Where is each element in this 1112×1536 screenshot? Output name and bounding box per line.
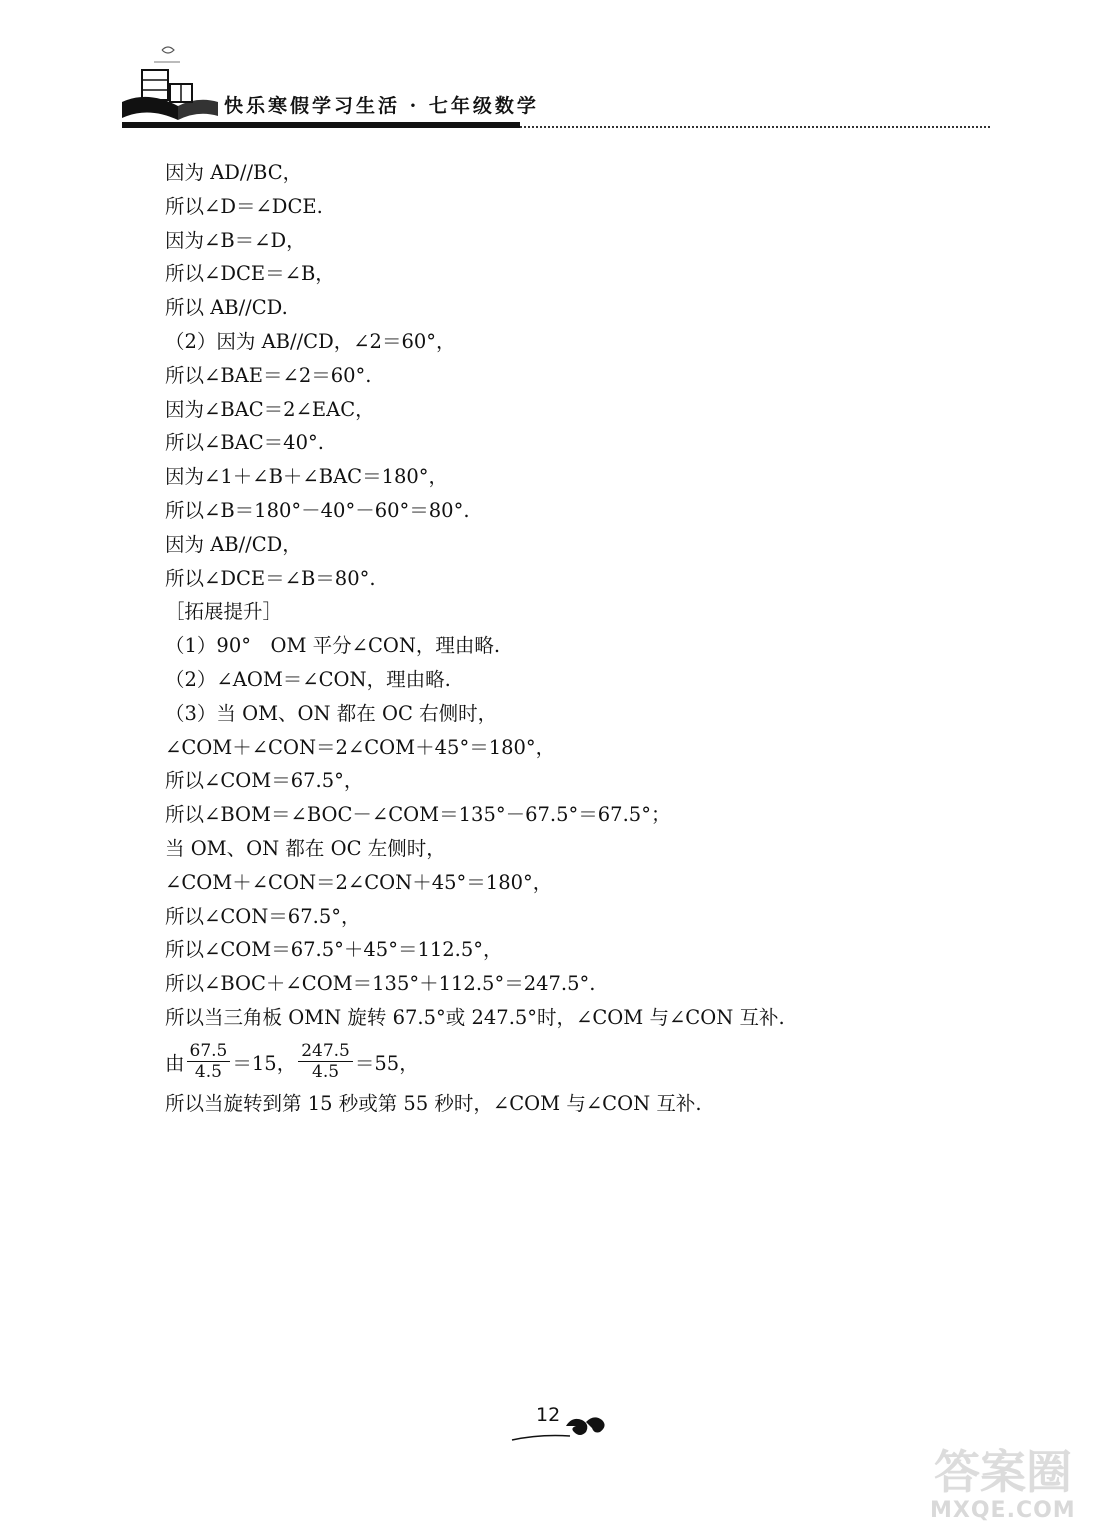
fraction-1-numerator: 67.5 <box>187 1041 231 1062</box>
text-line: （2）∠AOM＝∠CON，理由略. <box>165 667 451 691</box>
page-footer <box>510 1400 620 1450</box>
page-swirl-icon <box>510 1400 620 1450</box>
text-line: （1）90° OM 平分∠CON，理由略. <box>165 634 501 658</box>
fraction-prefix: 由 <box>165 1051 185 1075</box>
watermark-logo-icon <box>930 1440 1100 1500</box>
text-line: 因为∠1＋∠B＋∠BAC＝180°， <box>165 465 449 489</box>
text-line: 所以∠BOC＋∠COM＝135°＋112.5°＝247.5°. <box>165 972 596 996</box>
text-line: （2）因为 AB//CD，∠2＝60°， <box>165 329 456 353</box>
text-line: 所以∠BAE＝∠2＝60°. <box>165 363 372 387</box>
text-line: 因为∠B＝∠D， <box>165 228 306 252</box>
conclusion-line: 所以当旋转到第 15 秒或第 55 秒时，∠COM 与∠CON 互补. <box>165 1091 702 1115</box>
section-heading: ［拓展提升］ <box>165 600 283 624</box>
text-line: 所以∠BOM＝∠BOC－∠COM＝135°－67.5°＝67.5°； <box>165 803 671 827</box>
text-line: 所以∠CON＝67.5°， <box>165 904 361 928</box>
text-line: 所以∠B＝180°－40°－60°＝80°. <box>165 498 470 522</box>
text-line: （3）当 OM、ON 都在 OC 右侧时， <box>165 701 498 725</box>
answer-content <box>165 156 965 1121</box>
text-line: 所以∠BAC＝40°. <box>165 431 324 455</box>
text-line: 当 OM、ON 都在 OC 左侧时， <box>165 836 446 860</box>
text-line: 因为 AD//BC， <box>165 161 303 184</box>
fraction-2 <box>298 1041 353 1082</box>
fraction-2-numerator: 247.5 <box>298 1041 353 1062</box>
fraction-line <box>165 1037 965 1087</box>
fraction-1-denominator: 4.5 <box>194 1062 222 1083</box>
text-line: 所以∠COM＝67.5°＋45°＝112.5°， <box>165 938 503 962</box>
text-line: 所以 AB//CD. <box>165 296 288 320</box>
page-number: 12 <box>536 1404 561 1426</box>
text-line: 所以∠DCE＝∠B， <box>165 262 335 286</box>
header-dotted-rule <box>520 126 990 128</box>
book-logo-icon <box>118 40 218 122</box>
fraction-2-denominator: 4.5 <box>312 1062 340 1083</box>
watermark-url: MXQE.COM <box>930 1498 1076 1523</box>
header-title: 快乐寒假学习生活 · 七年级数学 <box>224 95 539 117</box>
text-line: 所以∠DCE＝∠B＝80°. <box>165 566 376 590</box>
text-line: 所以∠D＝∠DCE. <box>165 194 323 218</box>
text-line: 所以当三角板 OMN 旋转 67.5°或 247.5°时，∠COM 与∠CON 互补. <box>165 1005 785 1029</box>
fraction-mid: ＝15， <box>232 1051 297 1075</box>
header-solid-bar <box>122 122 520 128</box>
text-line: 因为∠BAC＝2∠EAC， <box>165 397 375 421</box>
text-line: 因为 AB//CD， <box>165 532 302 556</box>
text-line: 所以∠COM＝67.5°， <box>165 769 364 793</box>
site-watermark <box>930 1440 1100 1530</box>
text-line: ∠COM＋∠CON＝2∠COM＋45°＝180°， <box>165 735 556 759</box>
svg-text:答案圈: 答案圈 <box>934 1445 1072 1499</box>
fraction-1 <box>187 1041 231 1082</box>
page-header <box>118 40 998 140</box>
fraction-suffix: ＝55， <box>354 1051 419 1075</box>
text-line: ∠COM＋∠CON＝2∠CON＋45°＝180°， <box>165 870 553 894</box>
